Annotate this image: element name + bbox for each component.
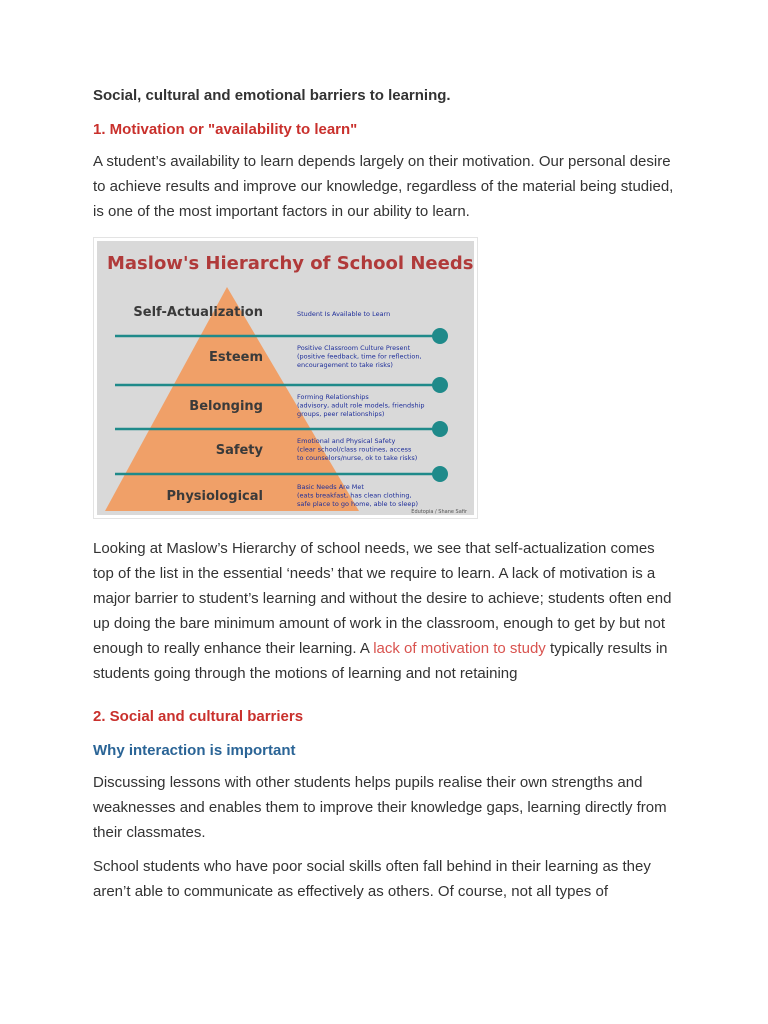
level-description: (positive feedback, time for reflection, xyxy=(297,352,422,361)
page-title: Social, cultural and emotional barriers to learning. xyxy=(93,87,451,104)
paragraph-interaction: Discussing lessons with other students helps pupils realise their own strengths and weaknesses and enables them to improve their knowledge gaps, learning directly from their classmates. xyxy=(93,774,667,841)
level-description: groups, peer relationships) xyxy=(297,410,385,418)
subheading-interaction: Why interaction is important xyxy=(93,742,296,759)
figure-title: Maslow's Hierarchy of School Needs xyxy=(107,253,474,274)
level-divider-dot xyxy=(432,466,448,482)
level-description: Emotional and Physical Safety xyxy=(297,437,396,445)
level-label: Esteem xyxy=(208,350,263,365)
level-divider-dot xyxy=(432,377,448,393)
document-page xyxy=(93,85,678,904)
paragraph-text: Looking at Maslow’s Hierarchy of school needs, we see that self-actualization comes top of the list in the essential ‘needs’ that we require to learn. A lack of motivation is a major barrier to student’s learning and without the desire to achieve; students often end up doing the bare minimum amount of work in the classroom, enough to get by but not enough to really enhance their learning. A xyxy=(93,540,672,657)
level-description: (eats breakfast, has clean clothing, xyxy=(297,491,412,500)
figure-credit: Edutopia / Shane Safir xyxy=(411,509,467,515)
section-heading-motivation: 1. Motivation or "availability to learn" xyxy=(93,121,358,138)
level-description: (clear school/class routines, access xyxy=(297,445,412,454)
level-label: Self-Actualization xyxy=(133,305,263,320)
level-label: Physiological xyxy=(166,489,263,504)
lack-of-motivation-link[interactable]: lack of motivation to study xyxy=(373,640,546,657)
level-description: Basic Needs Are Met xyxy=(297,483,364,491)
level-description: Student Is Available to Learn xyxy=(297,310,391,318)
level-label: Belonging xyxy=(189,399,263,414)
level-description: Forming Relationships xyxy=(297,393,369,401)
level-description: (advisory, adult role models, friendship xyxy=(297,401,425,410)
section-heading-social: 2. Social and cultural barriers xyxy=(93,708,304,725)
level-description: Positive Classroom Culture Present xyxy=(297,344,411,352)
maslow-hierarchy-image xyxy=(97,241,474,515)
level-divider-dot xyxy=(432,421,448,437)
paragraph-motivation: A student’s availability to learn depends largely on their motivation. Our personal desire to achieve results and improve our knowledge, regardless of the material being studied, is one of the most important factors in our ability to learn. xyxy=(93,153,674,220)
paragraph-text-end: typically results in students going through the motions of learning and not retaining xyxy=(93,640,668,682)
maslow-figure xyxy=(93,237,478,519)
level-description: to counselors/nurse, ok to take risks) xyxy=(297,454,418,462)
paragraph-social-skills: School students who have poor social skills often fall behind in their learning as they aren’t able to communicate as effectively as others. Of course, not all types of xyxy=(93,858,651,900)
level-divider-dot xyxy=(432,328,448,344)
paragraph-maslow xyxy=(93,536,678,686)
level-description: encouragement to take risks) xyxy=(297,361,393,369)
level-description: safe place to go home, able to sleep) xyxy=(297,500,419,508)
level-label: Safety xyxy=(215,443,263,458)
